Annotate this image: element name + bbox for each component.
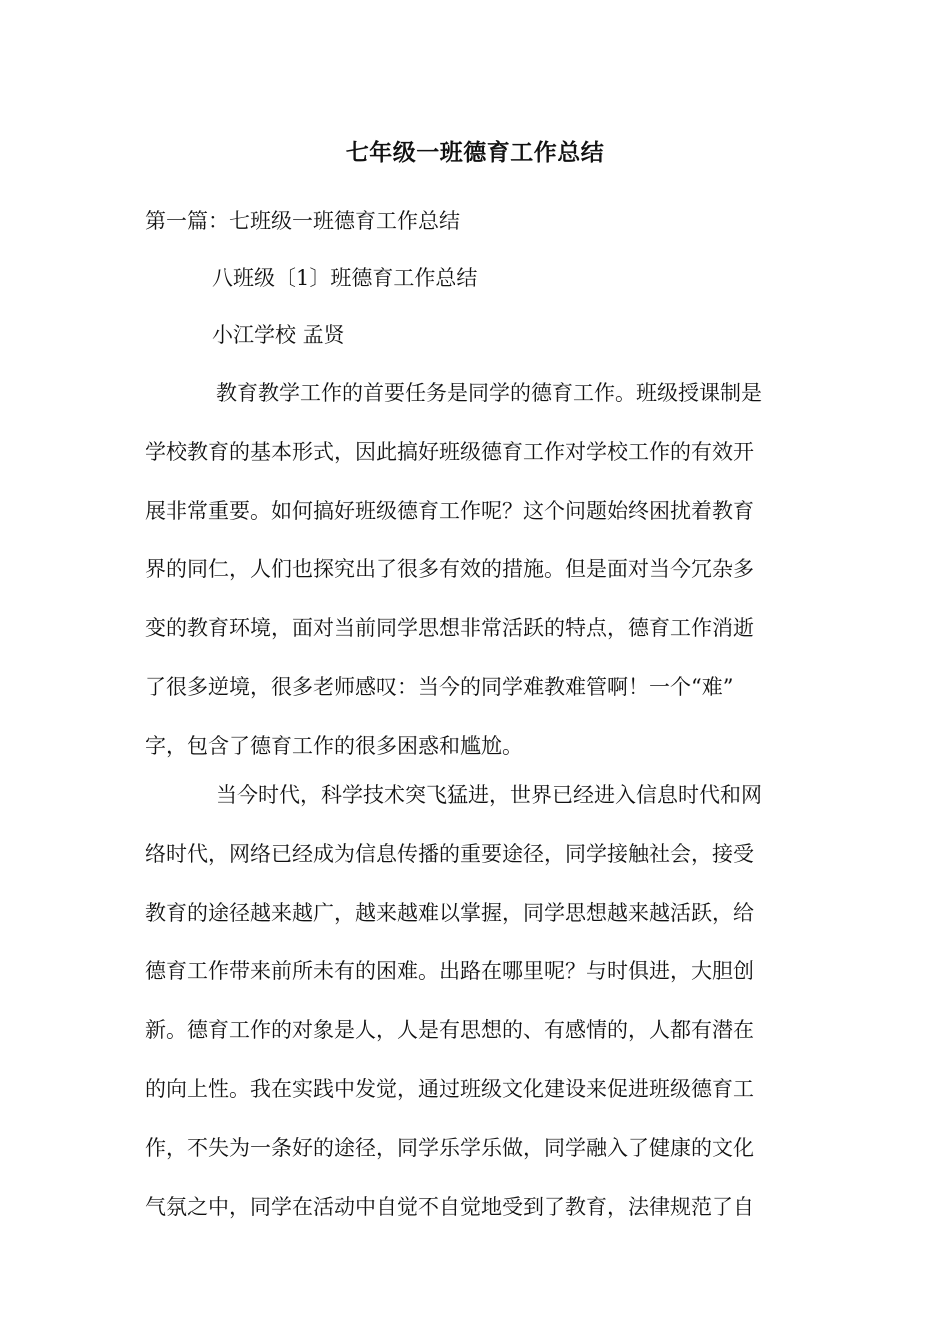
- author-line: 小江学校 孟贤: [212, 323, 345, 347]
- text-line: 络时代，网络已经成为信息传播的重要途径，同学接触社会，接受: [145, 841, 754, 866]
- text-line: 作，不失为一条好的途径，同学乐学乐做，同学融入了健康的文化: [145, 1135, 754, 1160]
- text-line: 字，包含了德育工作的很多困惑和尴尬。: [145, 733, 523, 758]
- text-line: 教育教学工作的首要任务是同学的德育工作。班级授课制是: [216, 381, 762, 405]
- paragraph-2: [145, 766, 807, 1236]
- text-line: 当今时代，科学技术突飞猛进，世界已经进入信息时代和网: [216, 783, 762, 807]
- text-line: 的向上性。我在实践中发觉，通过班级文化建设来促进班级德育工: [145, 1076, 754, 1101]
- text-line: 教育的途径越来越广，越来越难以掌握，同学思想越来越活跃，给: [145, 900, 754, 925]
- text-line: 新。德育工作的对象是人，人是有思想的、有感情的，人都有潜在: [145, 1018, 754, 1043]
- section-heading: 第一篇：七班级一班德育工作总结: [145, 209, 460, 233]
- paragraph-1: [145, 364, 807, 776]
- text-line: 展非常重要。如何搞好班级德育工作呢？这个问题始终困扰着教育: [145, 498, 754, 523]
- text-line: 变的教育环境，面对当前同学思想非常活跃的特点，德育工作消逝: [145, 616, 754, 641]
- text-line: 界的同仁，人们也探究出了很多有效的措施。但是面对当今冗杂多: [145, 557, 754, 582]
- text-line: 气氛之中，同学在活动中自觉不自觉地受到了教育，法律规范了自: [145, 1194, 754, 1219]
- document-title: 七年级一班德育工作总结: [345, 140, 605, 166]
- text-line: 了很多逆境，很多老师感叹：当今的同学难教难管啊！一个“难”: [145, 674, 734, 699]
- text-line: 德育工作带来前所未有的困难。出路在哪里呢？与时俱进，大胆创: [145, 959, 754, 984]
- subtitle: 八班级〔1〕班德育工作总结: [212, 266, 478, 290]
- text-line: 学校教育的基本形式，因此搞好班级德育工作对学校工作的有效开: [145, 439, 754, 464]
